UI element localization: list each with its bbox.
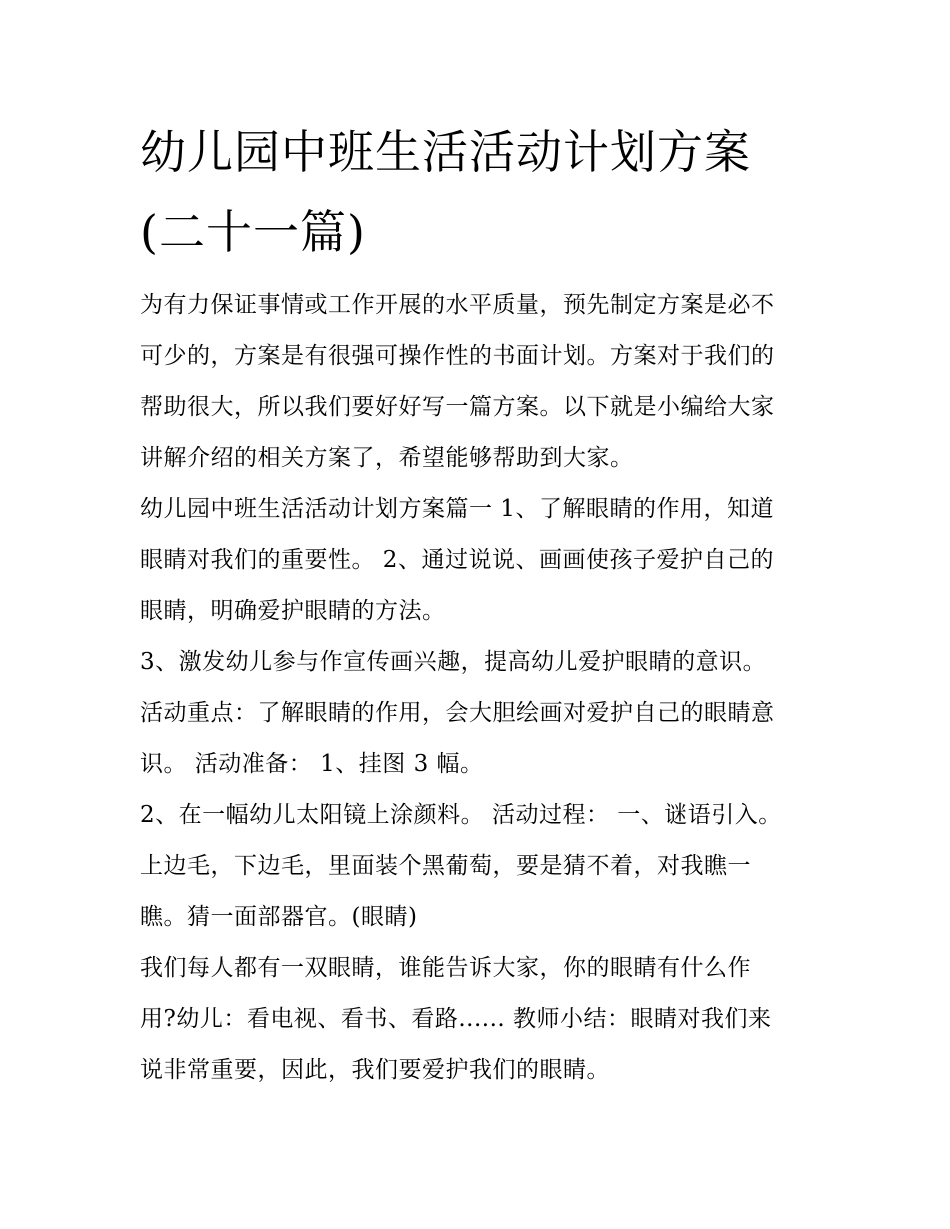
text-line: 幼儿园中班生活活动计划方案篇一 1、了解眼睛的作用，知道 xyxy=(140,496,774,522)
title-line: (二十一篇) xyxy=(140,205,366,259)
text-line: 识。 活动准备： 1、挂图 3 幅。 xyxy=(140,751,484,777)
text-line: 瞧。猜一面部器官。(眼睛) xyxy=(140,904,418,930)
paragraph-summary xyxy=(140,943,820,1096)
title-line: 幼儿园中班生活活动计划方案 xyxy=(140,125,751,179)
text-line: 2、在一幅幼儿太阳镜上涂颜料。 活动过程： 一、谜语引入。 xyxy=(140,802,782,828)
text-line: 为有力保证事情或工作开展的水平质量，预先制定方案是必不 xyxy=(140,292,775,318)
text-line: 3、激发幼儿参与作宣传画兴趣，提高幼儿爱护眼睛的意识。 xyxy=(140,649,767,675)
text-line: 帮助很大，所以我们要好好写一篇方案。以下就是小编给大家 xyxy=(140,394,775,420)
text-line: 可少的，方案是有很强可操作性的书面计划。方案对于我们的 xyxy=(140,343,775,369)
document-page xyxy=(140,112,820,1096)
text-line: 上边毛，下边毛，里面装个黑葡萄，要是猜不着，对我瞧一 xyxy=(140,853,751,879)
document-title xyxy=(140,112,820,272)
paragraph-intro xyxy=(140,280,820,484)
paragraph-goals xyxy=(140,484,820,637)
text-line: 说非常重要，因此，我们要爱护我们的眼睛。 xyxy=(140,1057,610,1083)
text-line: 眼睛，明确爱护眼睛的方法。 xyxy=(140,598,446,624)
text-line: 我们每人都有一双眼睛，谁能告诉大家，你的眼睛有什么作 xyxy=(140,955,751,981)
paragraph-focus xyxy=(140,637,820,790)
paragraph-process xyxy=(140,790,820,943)
text-line: 活动重点：了解眼睛的作用，会大胆绘画对爱护自己的眼睛意 xyxy=(140,700,775,726)
text-line: 眼睛对我们的重要性。 2、通过说说、画画使孩子爱护自己的 xyxy=(140,547,774,573)
text-line: 用?幼儿：看电视、看书、看路...... 教师小结：眼睛对我们来 xyxy=(140,1006,772,1032)
text-line: 讲解介绍的相关方案了，希望能够帮助到大家。 xyxy=(140,445,634,471)
